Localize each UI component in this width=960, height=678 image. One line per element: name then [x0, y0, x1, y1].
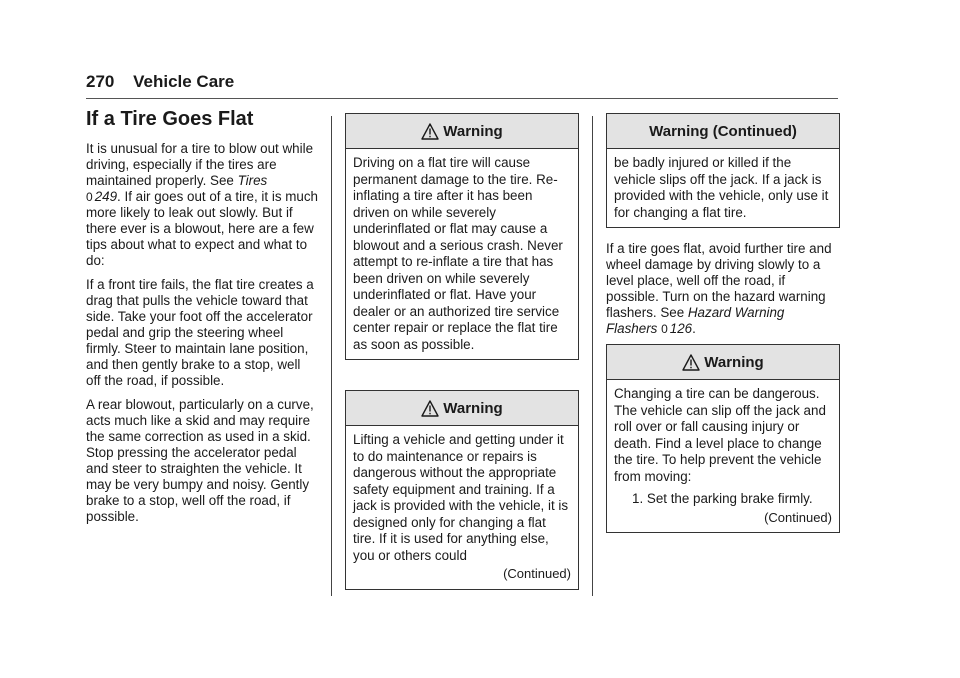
warning-title: Warning — [443, 122, 503, 140]
column-right-text — [606, 241, 838, 345]
paragraph-intro — [86, 141, 318, 269]
warning-body — [607, 380, 839, 532]
warning-body: Driving on a flat tire will cause permanent damage to the tire. Re-inflating a tire after it has been driven on while severely underinflated or flat may cause a blowout and a serious crash. Never attempt to re-inflate a tire that has been driven on while severely underinflated or flat. Have your dealer or an authorized tire service center repair or replace the flat tire as soon as possible. — [353, 155, 563, 352]
column-left — [86, 108, 318, 525]
warning-header — [607, 345, 839, 380]
section-title: Vehicle Care — [133, 72, 235, 91]
page-header — [86, 72, 234, 92]
warning-body — [346, 426, 578, 589]
page-ref-icon: 0 — [86, 190, 93, 204]
warning-header — [346, 391, 578, 426]
text: . If air goes out of a tire, it is much more likely to leak out slowly. But if there ever is a blowout, here are a few tips about what to expect and what to do: — [86, 189, 318, 268]
text: . — [692, 321, 696, 336]
step-item: 1. Set the parking brake firmly. — [632, 491, 813, 506]
warning-triangle-icon — [421, 123, 439, 140]
paragraph-rear-tire: A rear blowout, particularly on a curve, acts much like a skid and may require the same correction as used in a skid. Stop pressing the accelerator pedal and steer to straighten the vehicle. It may be very bumpy and noisy. Gently brake to a stop, well off the road, if possible. — [86, 397, 314, 524]
warning-body: be badly injured or killed if the vehicle slips off the jack. If a jack is provided with the vehicle, only use it for changing a flat tire. — [614, 155, 829, 220]
continued-label: (Continued) — [764, 509, 832, 525]
warning-box-flat-tire — [345, 113, 579, 360]
reference-page: 249 — [94, 189, 118, 204]
warning-triangle-icon — [421, 400, 439, 417]
warning-text: Lifting a vehicle and getting under it to do maintenance or repairs is dangerous without the appropriate safety equipment and training. If a jack is provided with the vehicle, it is designed only for changing a flat tire. If it is used for anything else, you or others could — [353, 432, 569, 563]
column-divider-right — [592, 116, 593, 596]
warning-header — [346, 114, 578, 149]
warning-title: Warning — [704, 353, 764, 371]
reference-page: 126 — [669, 321, 693, 336]
warning-box-changing-tire — [606, 344, 840, 533]
paragraph-front-tire: If a front tire fails, the flat tire creates a drag that pulls the vehicle toward that side. Take your foot off the accelerator pedal and grip the steering wheel firmly. Steer to maintain lane position, and then gently brake to a stop, well off the road, if possible. — [86, 277, 314, 388]
reference-title: Hazard Warning Flashers — [606, 305, 785, 336]
warning-box-continued — [606, 113, 840, 228]
page-ref-icon: 0 — [661, 322, 668, 336]
section-heading: If a Tire Goes Flat — [86, 108, 254, 130]
page-number: 270 — [86, 72, 115, 91]
continued-label: (Continued) — [503, 566, 571, 581]
column-divider-left — [331, 116, 332, 596]
paragraph-flat-tire-action — [606, 241, 838, 337]
warning-header — [607, 114, 839, 149]
warning-triangle-icon — [682, 354, 700, 371]
warning-box-jack — [345, 390, 579, 590]
header-divider — [86, 98, 838, 99]
text: It is unusual for a tire to blow out while driving, especially if the tires are maintained properly. See — [86, 141, 314, 188]
warning-title: Warning (Continued) — [649, 122, 797, 140]
text: If a tire goes flat, avoid further tire and wheel damage by driving slowly to a level place, well off the road, if possible. Turn on the hazard warning flashers. See — [606, 241, 832, 320]
warning-text: Changing a tire can be dangerous. The vehicle can slip off the jack and roll over or fall causing injury or death. Find a level place to change the tire. To help prevent the vehicle from moving: — [614, 386, 826, 484]
warning-title: Warning — [443, 399, 503, 417]
reference-title: Tires — [237, 173, 268, 188]
